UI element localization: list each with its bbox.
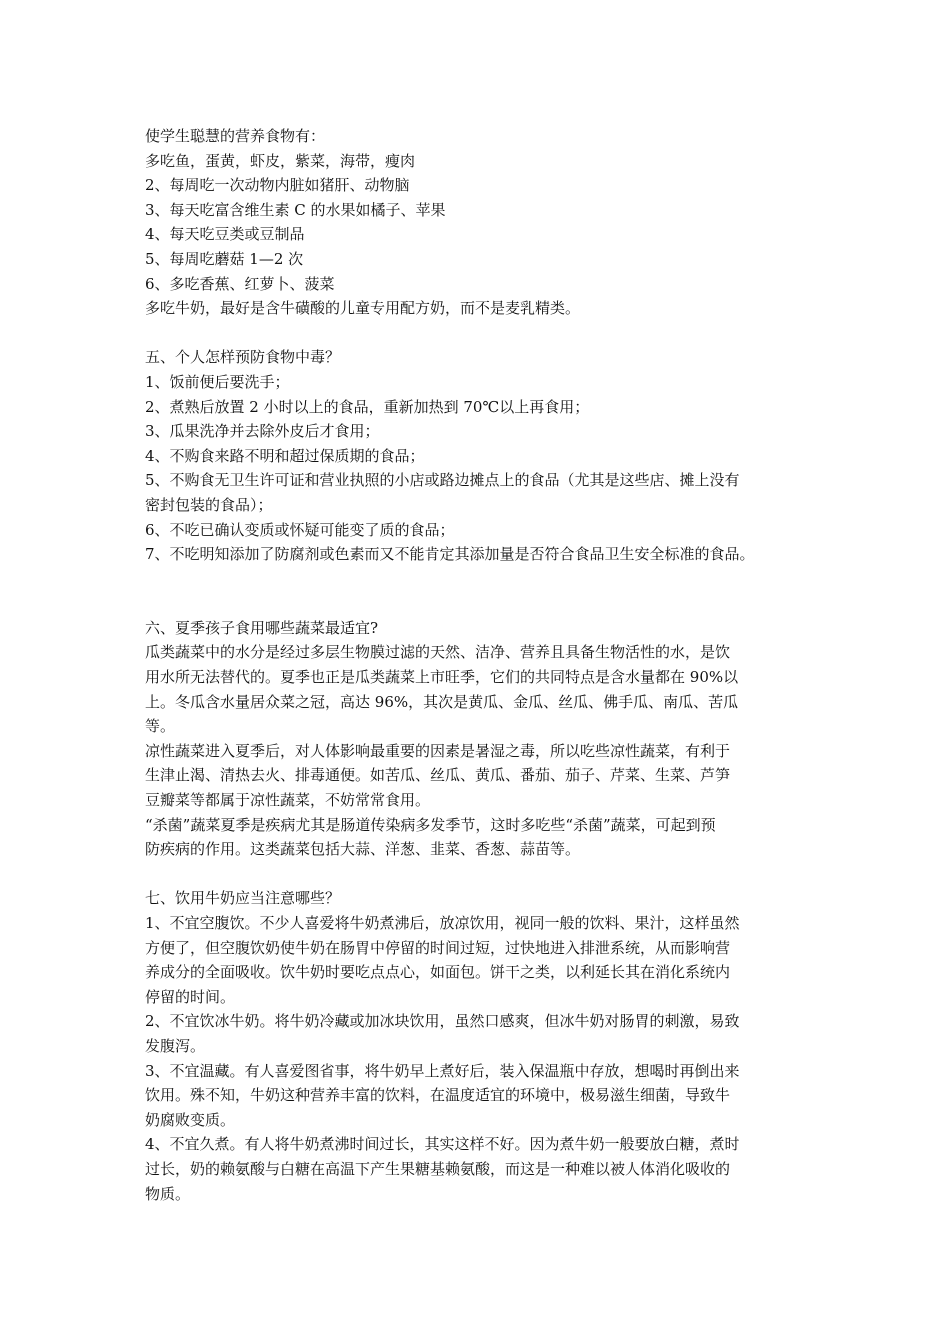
section-heading: 五、个人怎样预防食物中毒？ [145,348,341,367]
section-food-poisoning [145,345,825,566]
text-line: 7、不吃明知添加了防腐剂或色素而又不能肯定其添加量是否符合食品卫生安全标准的食品。 [145,545,755,564]
section-summer-vegetables [145,616,825,862]
text-line: 奶腐败变质。 [145,1110,236,1129]
section-heading: 六、夏季孩子食用哪些蔬菜最适宜? [145,618,379,637]
text-line: 2、不宜饮冰牛奶。将牛奶冷藏或加冰块饮用，虽然口感爽，但冰牛奶对肠胃的刺激，易致 [145,1012,740,1031]
text-line: 物质。 [145,1184,191,1203]
text-line: 3、不宜温藏。有人喜爱图省事，将牛奶早上煮好后，装入保温瓶中存放，想喝时再倒出来 [145,1061,740,1080]
spacer [145,567,825,592]
text-line: 等。 [145,717,176,736]
text-line: 4、每天吃豆类或豆制品 [145,225,305,244]
document-body [145,124,825,1206]
text-line: 4、不宜久煮。有人将牛奶煮沸时间过长，其实这样不好。因为煮牛奶一般要放白糖，煮时 [145,1135,740,1154]
text-line: 过长，奶的赖氨酸与白糖在高温下产生果糖基赖氨酸，而这是一种难以被人体消化吸收的 [145,1159,731,1178]
text-line: 豆瓣菜等都属于凉性蔬菜，不妨常常食用。 [145,791,431,810]
text-line: 用水所无法替代的。夏季也正是瓜类蔬菜上市旺季，它们的共同特点是含水量都在 90%以 [145,668,739,687]
text-line: 5、每周吃蘑菇 1—2 次 [145,249,304,268]
section-smart-foods [145,124,825,321]
section-heading: 七、饮用牛奶应当注意哪些？ [145,889,341,908]
section-milk-tips [145,886,825,1206]
text-line: 2、每周吃一次动物内脏如猪肝、动物脑 [145,176,410,195]
spacer [145,862,825,887]
text-line: 凉性蔬菜进入夏季后，对人体影响最重要的因素是暑湿之毒，所以吃些凉性蔬菜，有利于 [145,741,731,760]
text-line: 多吃鱼，蛋黄，虾皮，紫菜，海带，瘦肉 [145,151,416,170]
text-line: 1、不宜空腹饮。不少人喜爱将牛奶煮沸后，放凉饮用，视同一般的饮料、果汁，这样虽然 [145,914,740,932]
text-line: 6、多吃香蕉、红萝卜、菠菜 [145,274,335,293]
text-line: 防疾病的作用。这类蔬菜包括大蒜、洋葱、韭菜、香葱、蒜苗等。 [145,840,581,859]
text-line: 瓜类蔬菜中的水分是经过多层生物膜过滤的天然、洁净、营养且具备生物活性的水，是饮 [145,643,731,662]
text-line: 发腹泻。 [145,1036,206,1055]
text-line: 密封包装的食品）； [145,495,273,514]
text-line: 饮用。殊不知，牛奶这种营养丰富的饮料，在温度适宜的环境中，极易滋生细菌，导致牛 [145,1086,731,1105]
text-line: 养成分的全面吸收。饮牛奶时要吃点点心，如面包。饼干之类，以利延长其在消化系统内 [145,963,731,982]
text-line: “杀菌”蔬菜夏季是疾病尤其是肠道传染病多发季节，这时多吃些“杀菌”蔬菜，可起到预 [145,815,716,834]
text-line: 5、不购食无卫生许可证和营业执照的小店或路边摊点上的食品（尤其是这些店、摊上没有 [145,471,740,490]
text-line: 1、饭前便后要洗手； [145,372,290,391]
text-line: 停留的时间。 [145,987,236,1006]
spacer [145,591,825,616]
text-line: 6、不吃已确认变质或怀疑可能变了质的食品； [145,520,455,539]
text-line: 生津止渴、清热去火、排毒通便。如苦瓜、丝瓜、黄瓜、番茄、茄子、芹菜、生菜、芦笋 [145,766,731,785]
text-line: 多吃牛奶，最好是含牛磺酸的儿童专用配方奶，而不是麦乳精类。 [145,299,581,318]
text-line: 3、瓜果洗净并去除外皮后才食用； [145,422,380,441]
text-line: 2、煮熟后放置 2 小时以上的食品，重新加热到 70℃以上再食用； [145,397,590,416]
text-line: 上。冬瓜含水量居众菜之冠，高达 96%，其次是黄瓜、金瓜、丝瓜、佛手瓜、南瓜、苦瓜 [145,692,739,711]
section-heading: 使学生聪慧的营养食物有： [145,127,326,145]
text-line: 3、每天吃富含维生素 C 的水果如橘子、苹果 [145,200,446,219]
text-line: 方便了，但空腹饮奶使牛奶在肠胃中停留的时间过短，过快地进入排泄系统，从而影响营 [145,938,731,957]
text-line: 4、不购食来路不明和超过保质期的食品； [145,446,425,465]
spacer [145,321,825,346]
